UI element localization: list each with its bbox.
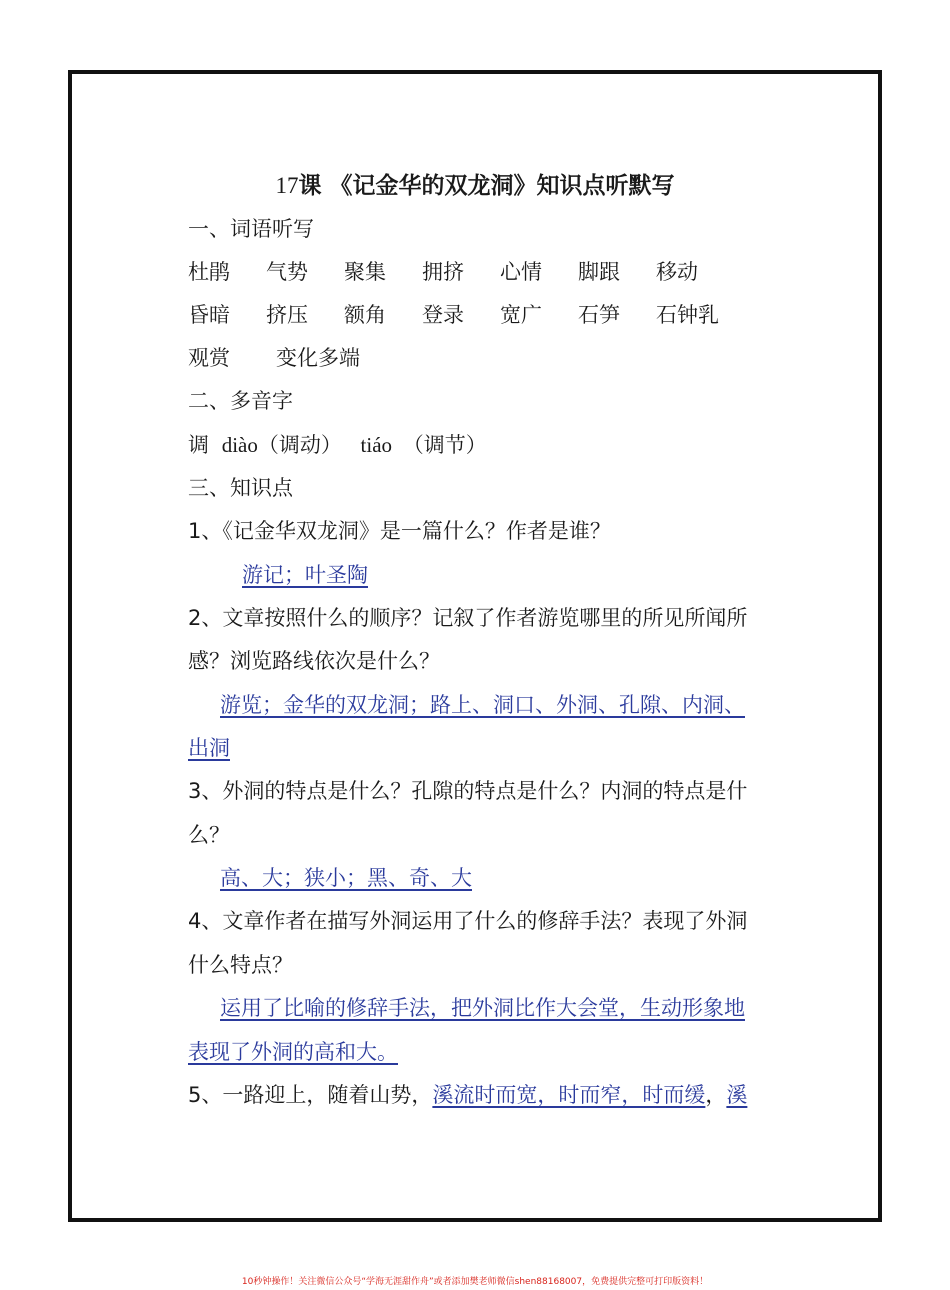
answer-2-line-2: 出洞 [188, 736, 230, 760]
answer-5-blank: 溪流时而宽，时而窄，时而缓 [432, 1083, 706, 1107]
vocab-word: 拥挤 [422, 260, 464, 284]
vocab-word: 心情 [500, 260, 542, 284]
vocab-word: 额角 [344, 303, 386, 327]
answer-1: 游记；叶圣陶 [242, 563, 368, 587]
question-2-line-2: 感？浏览路线依次是什么？ [188, 649, 440, 673]
vocab-word: 石钟乳 [656, 303, 719, 327]
polyphone-word-2: （调节） [402, 433, 487, 457]
vocab-word: 气势 [266, 260, 308, 284]
answer-5-tail: 溪 [726, 1083, 748, 1107]
vocab-word: 杜鹃 [188, 260, 230, 284]
polyphone-char: 调 [188, 433, 209, 457]
title-text: 课 《记金华的双龙洞》知识点听默写 [298, 173, 675, 199]
vocab-word: 宽广 [500, 303, 542, 327]
answer-2-line-1: 游览；金华的双龙洞；路上、洞口、外洞、孔隙、内洞、 [220, 693, 745, 717]
question-3-line-1: 3、外洞的特点是什么？孔隙的特点是什么？内洞的特点是什 [188, 779, 748, 803]
polyphone-heading: 二、多音字 [188, 389, 293, 413]
polyphone-word-1: （调动） [257, 433, 342, 457]
vocab-word: 登录 [422, 303, 464, 327]
vocab-word: 昏暗 [188, 303, 230, 327]
answer-4-line-1: 运用了比喻的修辞手法，把外洞比作大会堂，生动形象地 [220, 996, 745, 1020]
pinyin-2: tiáo [360, 433, 393, 457]
vocab-word: 移动 [656, 260, 698, 284]
page-title [0, 171, 950, 201]
vocab-word: 挤压 [266, 303, 308, 327]
vocab-word: 观赏 [188, 346, 230, 370]
pinyin-1: diào [221, 433, 258, 457]
vocab-row-2 [188, 300, 734, 330]
vocab-row-1 [188, 257, 734, 287]
question-1: 1、《记金华双龙洞》是一篇什么？作者是谁？ [188, 519, 611, 543]
footer-notice: 10秒钟操作！关注微信公众号“学海无涯甜作舟”或者添加樊老师微信shen88168007，免费提供完整可打印版资料！ [241, 1277, 709, 1287]
vocab-heading: 一、词语听写 [188, 217, 314, 241]
question-5-separator: ， [705, 1083, 727, 1107]
polyphone-line [188, 430, 487, 460]
question-2-line-1: 2、文章按照什么的顺序？记叙了作者游览哪里的所见所闻所 [188, 606, 748, 630]
question-4-line-1: 4、文章作者在描写外洞运用了什么的修辞手法？表现了外洞 [188, 909, 748, 933]
question-4-line-2: 什么特点？ [188, 953, 293, 977]
knowledge-heading: 三、知识点 [188, 476, 293, 500]
answer-3: 高、大；狭小；黑、奇、大 [220, 866, 472, 890]
question-5 [188, 1080, 747, 1110]
question-5-text: 5、一路迎上，随着山势， [188, 1083, 433, 1107]
vocab-word: 聚集 [344, 260, 386, 284]
question-3-line-2: 么？ [188, 823, 230, 847]
vocab-word: 变化多端 [276, 346, 360, 370]
lesson-number: 17 [275, 173, 299, 198]
vocab-word: 脚跟 [578, 260, 620, 284]
vocab-word: 石笋 [578, 303, 620, 327]
answer-4-line-2: 表现了外洞的高和大。 [188, 1040, 398, 1064]
vocab-row-3 [188, 343, 360, 373]
